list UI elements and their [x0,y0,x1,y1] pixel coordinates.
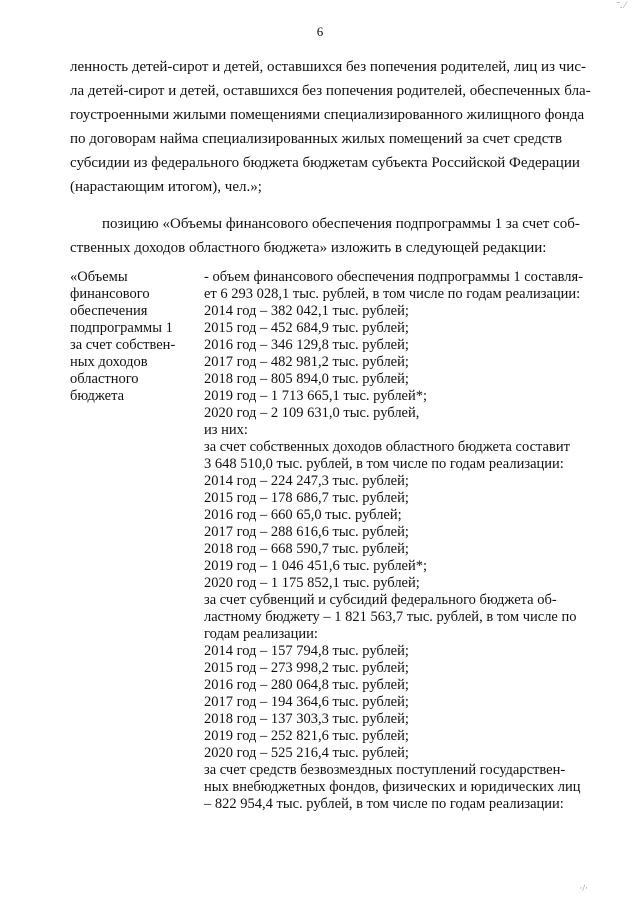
intro-line: (нарастающим итогом), чел.»; [70,179,262,195]
left-column-line: областного [70,371,139,387]
right-column-line: 2016 год – 280 064,8 тыс. рублей; [204,677,409,693]
left-column-line: «Объемы [70,269,128,285]
right-column-line: 2014 год – 157 794,8 тыс. рублей; [204,643,409,659]
left-column-line: за счет собствен- [70,337,176,353]
left-column-line: финансового [70,286,150,302]
corner-mark: ˉ. ⁄ [617,0,626,10]
right-column-line: 2018 год – 805 894,0 тыс. рублей; [204,371,409,387]
intro-line: субсидии из федерального бюджета бюджетам субъекта Российской Федерации [70,155,580,171]
right-column-line: – 822 954,4 тыс. рублей, в том числе по годам реализации: [204,796,564,812]
left-column-line: подпрограммы 1 [70,320,173,336]
right-column-line: за счет собственных доходов областного бюджета составит [204,439,570,455]
right-column-line: годам реализации: [204,626,318,642]
paragraph-line: позицию «Объемы финансового обеспечения подпрограммы 1 за счет соб- [102,216,580,232]
right-column-line: 2015 год – 452 684,9 тыс. рублей; [204,320,409,336]
left-column-line: бюджета [70,388,125,404]
right-column-line: из них: [204,422,248,438]
right-column-line: 2015 год – 178 686,7 тыс. рублей; [204,490,409,506]
position-paragraph [70,212,600,260]
table-left-column [70,269,190,405]
intro-line: ленность детей-сирот и детей, оставшихся без попечения родителей, лиц из чис- [70,59,586,75]
table-right-column [204,269,604,813]
right-column-line: 2020 год – 525 216,4 тыс. рублей; [204,745,409,761]
right-column-line: 2014 год – 224 247,3 тыс. рублей; [204,473,409,489]
left-column-line: обеспечения [70,303,148,319]
right-column-line: 2015 год – 273 998,2 тыс. рублей; [204,660,409,676]
right-column-line: 2018 год – 668 590,7 тыс. рублей; [204,541,409,557]
corner-mark: ·/· [579,883,588,893]
right-column-line: 2019 год – 252 821,6 тыс. рублей; [204,728,409,744]
page-number: 6 [316,24,324,39]
right-column-line: 2019 год – 1 713 665,1 тыс. рублей*; [204,388,428,404]
right-column-line: 2018 год – 137 303,3 тыс. рублей; [204,711,409,727]
right-column-line: 2017 год – 194 364,6 тыс. рублей; [204,694,409,710]
right-column-line: 2019 год – 1 046 451,6 тыс. рублей*; [204,558,428,574]
right-column-line: за счет средств безвозмездных поступлений государствен- [204,762,566,778]
intro-line: по договорам найма специализированных жилых помещений за счет средств [70,131,563,147]
paragraph-line: ственных доходов областного бюджета» изложить в следующей редакции: [70,240,547,256]
right-column-line: ет 6 293 028,1 тыс. рублей, в том числе по годам реализации: [204,286,581,302]
right-column-line: ластному бюджету – 1 821 563,7 тыс. рублей, в том числе по [204,609,577,625]
right-column-line: 2020 год – 2 109 631,0 тыс. рублей, [204,405,420,421]
right-column-line: 2014 год – 382 042,1 тыс. рублей; [204,303,409,319]
right-column-line: 2016 год – 660 65,0 тыс. рублей; [204,507,402,523]
intro-line: гоустроенными жилыми помещениями специализированного жилищного фонда [70,107,585,123]
right-column-line: ных внебюджетных фондов, физических и юридических лиц [204,779,581,795]
left-column-line: ных доходов [70,354,148,370]
right-column-line: 2017 год – 482 981,2 тыс. рублей; [204,354,409,370]
right-column-line: 2017 год – 288 616,6 тыс. рублей; [204,524,409,540]
right-column-line: 2016 год – 346 129,8 тыс. рублей; [204,337,409,353]
right-column-line: - объем финансового обеспечения подпрограммы 1 составля- [204,269,584,285]
right-column-line: за счет субвенций и субсидий федерального бюджета об- [204,592,557,608]
right-column-line: 3 648 510,0 тыс. рублей, в том числе по годам реализации: [204,456,564,472]
intro-line: ла детей-сирот и детей, оставшихся без попечения родителей, обеспеченных бла- [70,83,591,99]
intro-text [70,55,600,199]
right-column-line: 2020 год – 1 175 852,1 тыс. рублей; [204,575,420,591]
